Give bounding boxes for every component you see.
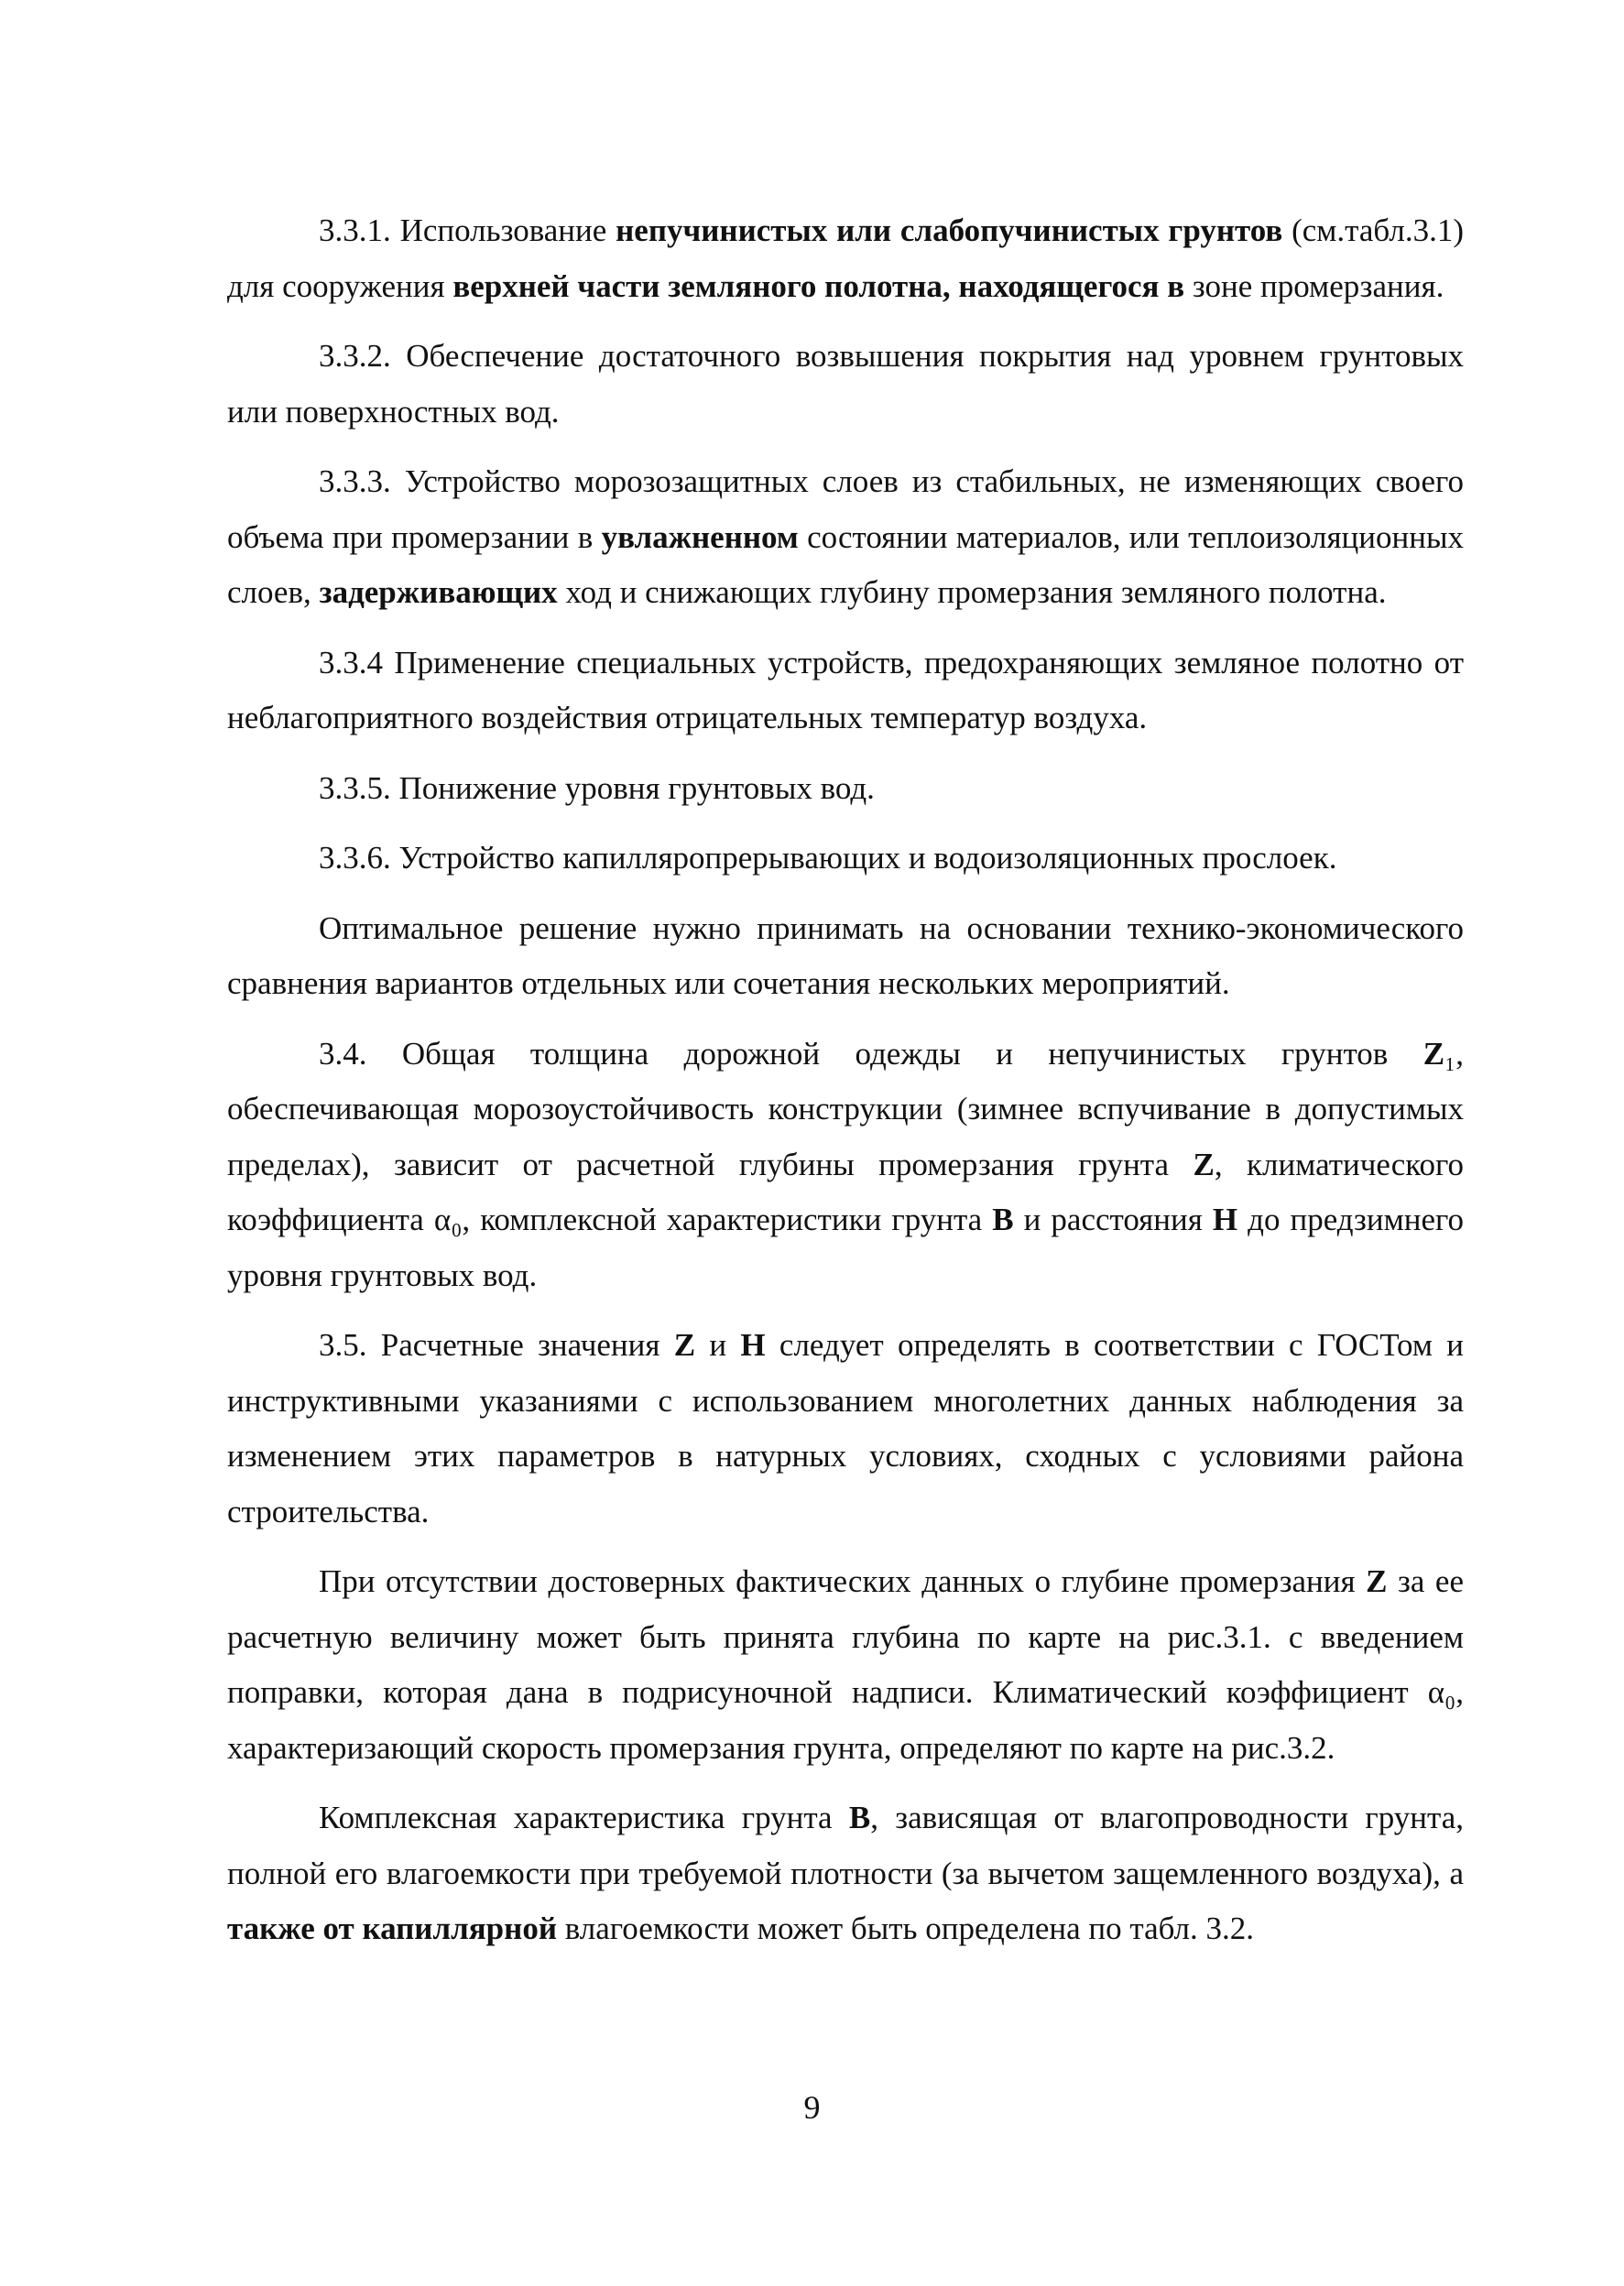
paragraph: [227, 1318, 1464, 1540]
text-run: , зависящая от влагопроводности грунта, полной его влагоемкости при требуемой плотности (за вычетом защемленного воздуха), а: [227, 1800, 1464, 1891]
bold-text: непучинистых или слабопучинистых грунтов: [616, 212, 1283, 248]
paragraph: [227, 1791, 1464, 1957]
text-run: 3.3.4 Применение специальных устройств, предохраняющих земляное полотно от неблагоприятного воздействия отрицательных температур воздуха.: [227, 644, 1464, 735]
paragraph: [227, 901, 1464, 1012]
bold-text: H: [740, 1327, 766, 1363]
text-run: При отсутствии достоверных фактических данных о глубине промерзания: [319, 1563, 1367, 1599]
text-run: (см.табл.3.1) для сооружения: [227, 212, 1464, 304]
text-run: 3.3.3. Устройство морозозащитных слоев из стабильных, не изменяющих своего объема при промерзании в: [227, 463, 1464, 555]
paragraph: [227, 761, 1464, 817]
text-run: ход и снижающих глубину промерзания земляного полотна.: [557, 574, 1387, 610]
bold-text: B: [992, 1202, 1014, 1237]
paragraph: [227, 1554, 1464, 1776]
text-run: Комплексная характеристика грунта: [319, 1800, 849, 1835]
text-run: 3.3.5. Понижение уровня грунтовых вод.: [319, 769, 875, 806]
paragraph: [227, 636, 1464, 746]
text-run: следует определять в соответствии с ГОСТом и инструктивными указаниями с использованием многолетних данных наблюдения за изменением этих параметров в натурных условиях, сходных с условиями района строительства.: [227, 1327, 1465, 1529]
bold-text: H: [1212, 1202, 1238, 1237]
bold-text: B: [848, 1800, 871, 1835]
text-run: 3.3.6. Устройство капилляропрерывающих и водоизоляционных прослоек.: [319, 840, 1337, 876]
page-number: 9: [803, 2089, 821, 2126]
bold-text: также от капиллярной: [227, 1910, 557, 1946]
bold-text: Z: [1366, 1563, 1388, 1599]
bold-text: задерживающих: [319, 574, 558, 610]
paragraph: [227, 454, 1464, 621]
bold-text: увлажненном: [601, 518, 799, 555]
text-run: и расстояния: [1013, 1202, 1213, 1237]
bold-text: верхней части земляного полотна, находящегося в: [452, 267, 1185, 304]
text-run: 3.4. Общая толщина дорожной одежды и непучинистых грунтов: [319, 1035, 1423, 1072]
text-run: ₁, обеспечивающая морозоустойчивость конструкции (зимнее вспучивание в допустимых пределах), зависит от расчетной глубины промерзания грунта: [227, 1035, 1464, 1182]
paragraph: [227, 329, 1464, 440]
text-run: 3.3.2. Обеспечение достаточного возвышения покрытия над уровнем грунтовых или поверхностных вод.: [227, 338, 1464, 430]
text-run: состоянии материалов, или теплоизоляционных слоев,: [227, 518, 1464, 610]
paragraph: [227, 1027, 1464, 1304]
text-run: до предзимнего уровня грунтовых вод.: [227, 1202, 1464, 1293]
document-body: [227, 203, 1464, 1972]
bold-text: Z: [1193, 1146, 1215, 1182]
text-run: 3.3.1. Использование: [319, 212, 616, 248]
text-run: , климатического коэффициента α₀, комплексной характеристики грунта: [227, 1146, 1464, 1237]
bold-text: Z: [673, 1327, 696, 1363]
text-run: и: [695, 1327, 741, 1363]
text-run: зоне промерзания.: [1184, 267, 1444, 304]
text-run: 3.5. Расчетные значения: [319, 1327, 674, 1363]
paragraph: [227, 203, 1464, 314]
text-run: Оптимальное решение нужно принимать на основании технико-экономического сравнения вариантов отдельных или сочетания нескольких мероприятий.: [227, 909, 1464, 1001]
bold-text: Z: [1422, 1035, 1445, 1072]
paragraph: [227, 831, 1464, 887]
text-run: влагоемкости может быть определена по табл. 3.2.: [556, 1910, 1255, 1946]
text-run: за ее расчетную величину может быть принята глубина по карте на рис.3.1. с введением поправки, которая дана в подрисуночной надписи. Климатический коэффициент α₀, характеризающий скорость промерзания грунта, определяют по карте на рис.3.2.: [227, 1563, 1464, 1766]
